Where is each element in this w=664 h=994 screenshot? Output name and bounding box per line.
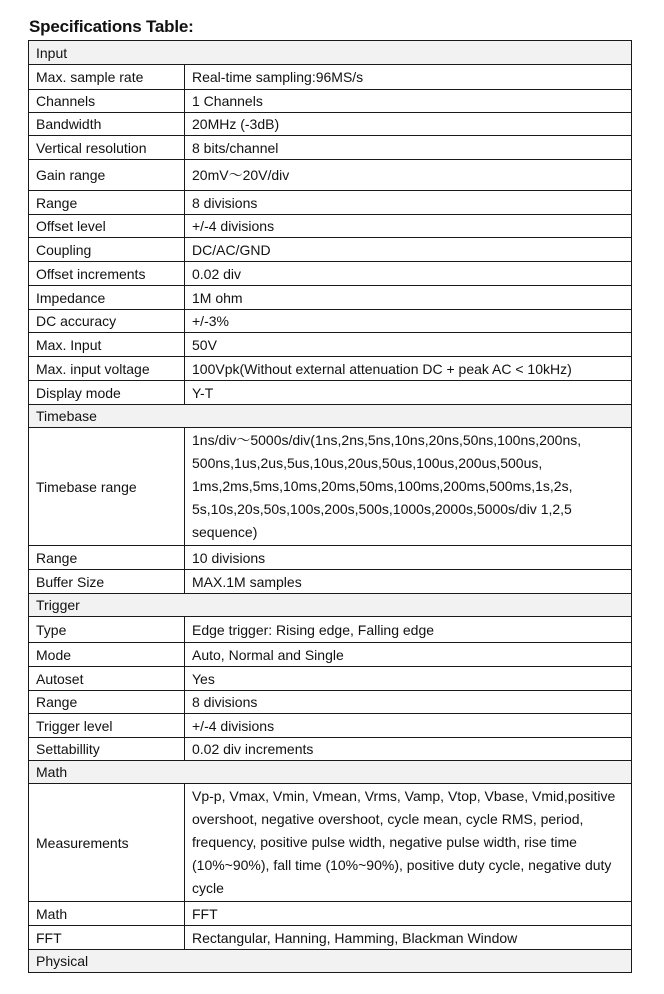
spec-label: Buffer Size [29,570,185,594]
spec-value: 0.02 div [185,262,632,286]
spec-label: Offset increments [29,262,185,286]
spec-value: 8 divisions [185,691,632,714]
table-row [29,238,632,262]
table-row [29,691,632,714]
table-row [29,65,632,90]
spec-label: Type [29,617,185,643]
spec-value: +/-4 divisions [185,215,632,238]
spec-label: Vertical resolution [29,136,185,160]
spec-label: Max. Input [29,333,185,357]
table-row [29,643,632,667]
table-row [29,546,632,570]
spec-label: Range [29,191,185,215]
spec-label: Coupling [29,238,185,262]
table-row [29,902,632,926]
section-title: Physical [29,950,632,973]
section-header-timebase [29,405,632,428]
spec-label: Max. sample rate [29,65,185,90]
table-row [29,570,632,594]
spec-value: Rectangular, Hanning, Hamming, Blackman Window [185,926,632,950]
spec-value: Vp-p, Vmax, Vmin, Vmean, Vrms, Vamp, Vtop, Vbase, Vmid,positive overshoot, negative overshoot, cycle mean, cycle RMS, period, frequency, positive pulse width, negative pulse width, rise time (10%~90%), fall time (10%~90%), positive duty cycle, negative duty cycle [185,784,632,902]
spec-value: 8 divisions [185,191,632,215]
spec-value: 20MHz (-3dB) [185,113,632,136]
page-title: Specifications Table: [29,17,194,36]
spec-label: Display mode [29,381,185,405]
spec-value: 20mV～20V/div [185,160,632,191]
spec-value: Y-T [185,381,632,405]
spec-value: Edge trigger: Rising edge, Falling edge [185,617,632,643]
spec-label: Measurements [29,784,185,902]
spec-label: Bandwidth [29,113,185,136]
spec-value: 100Vpk(Without external attenuation DC + peak AC < 10kHz) [185,357,632,381]
table-row [29,784,632,902]
table-row [29,738,632,761]
spec-value: 1ns/div～5000s/div(1ns,2ns,5ns,10ns,20ns,50ns,100ns,200ns, 500ns,1us,2us,5us,10us,20us,50us,100us,200us,500us, 1ms,2ms,5ms,10ms,20ms,50ms,100ms,200ms,500ms,1s,2s, 5s,10s,20s,50s,100s,200s,500s,1000s,2000s,5000s/div 1,2,5 sequence) [185,428,632,546]
spec-value: FFT [185,902,632,926]
spec-value: 0.02 div increments [185,738,632,761]
spec-label: FFT [29,926,185,950]
section-title: Math [29,761,632,784]
specifications-table [28,40,632,973]
spec-value: Auto, Normal and Single [185,643,632,667]
section-header-input [29,41,632,65]
spec-value: 1M ohm [185,286,632,310]
spec-value: DC/AC/GND [185,238,632,262]
spec-value: Yes [185,667,632,691]
spec-label: Impedance [29,286,185,310]
table-row [29,262,632,286]
table-row [29,286,632,310]
spec-label: Timebase range [29,428,185,546]
spec-label: Gain range [29,160,185,191]
spec-label: Trigger level [29,714,185,738]
spec-label: Range [29,546,185,570]
section-header-physical [29,950,632,973]
table-row [29,90,632,113]
table-row [29,428,632,546]
section-header-trigger [29,594,632,617]
spec-label: DC accuracy [29,310,185,333]
spec-value: 1 Channels [185,90,632,113]
section-title: Timebase [29,405,632,428]
table-row [29,160,632,191]
table-row [29,191,632,215]
table-row [29,136,632,160]
spec-label: Math [29,902,185,926]
table-row [29,381,632,405]
spec-label: Settabillity [29,738,185,761]
section-header-math [29,761,632,784]
spec-value: 50V [185,333,632,357]
spec-value: 8 bits/channel [185,136,632,160]
spec-label: Channels [29,90,185,113]
table-row [29,357,632,381]
table-row [29,333,632,357]
spec-label: Offset level [29,215,185,238]
table-row [29,113,632,136]
spec-label: Max. input voltage [29,357,185,381]
spec-value: MAX.1M samples [185,570,632,594]
table-row [29,714,632,738]
spec-value: +/-3% [185,310,632,333]
spec-value: 10 divisions [185,546,632,570]
table-row [29,215,632,238]
section-title: Input [29,41,632,65]
spec-label: Autoset [29,667,185,691]
table-row [29,667,632,691]
spec-label: Mode [29,643,185,667]
spec-label: Range [29,691,185,714]
table-row [29,617,632,643]
spec-value: Real-time sampling:96MS/s [185,65,632,90]
spec-value: +/-4 divisions [185,714,632,738]
table-row [29,926,632,950]
section-title: Trigger [29,594,632,617]
table-row [29,310,632,333]
